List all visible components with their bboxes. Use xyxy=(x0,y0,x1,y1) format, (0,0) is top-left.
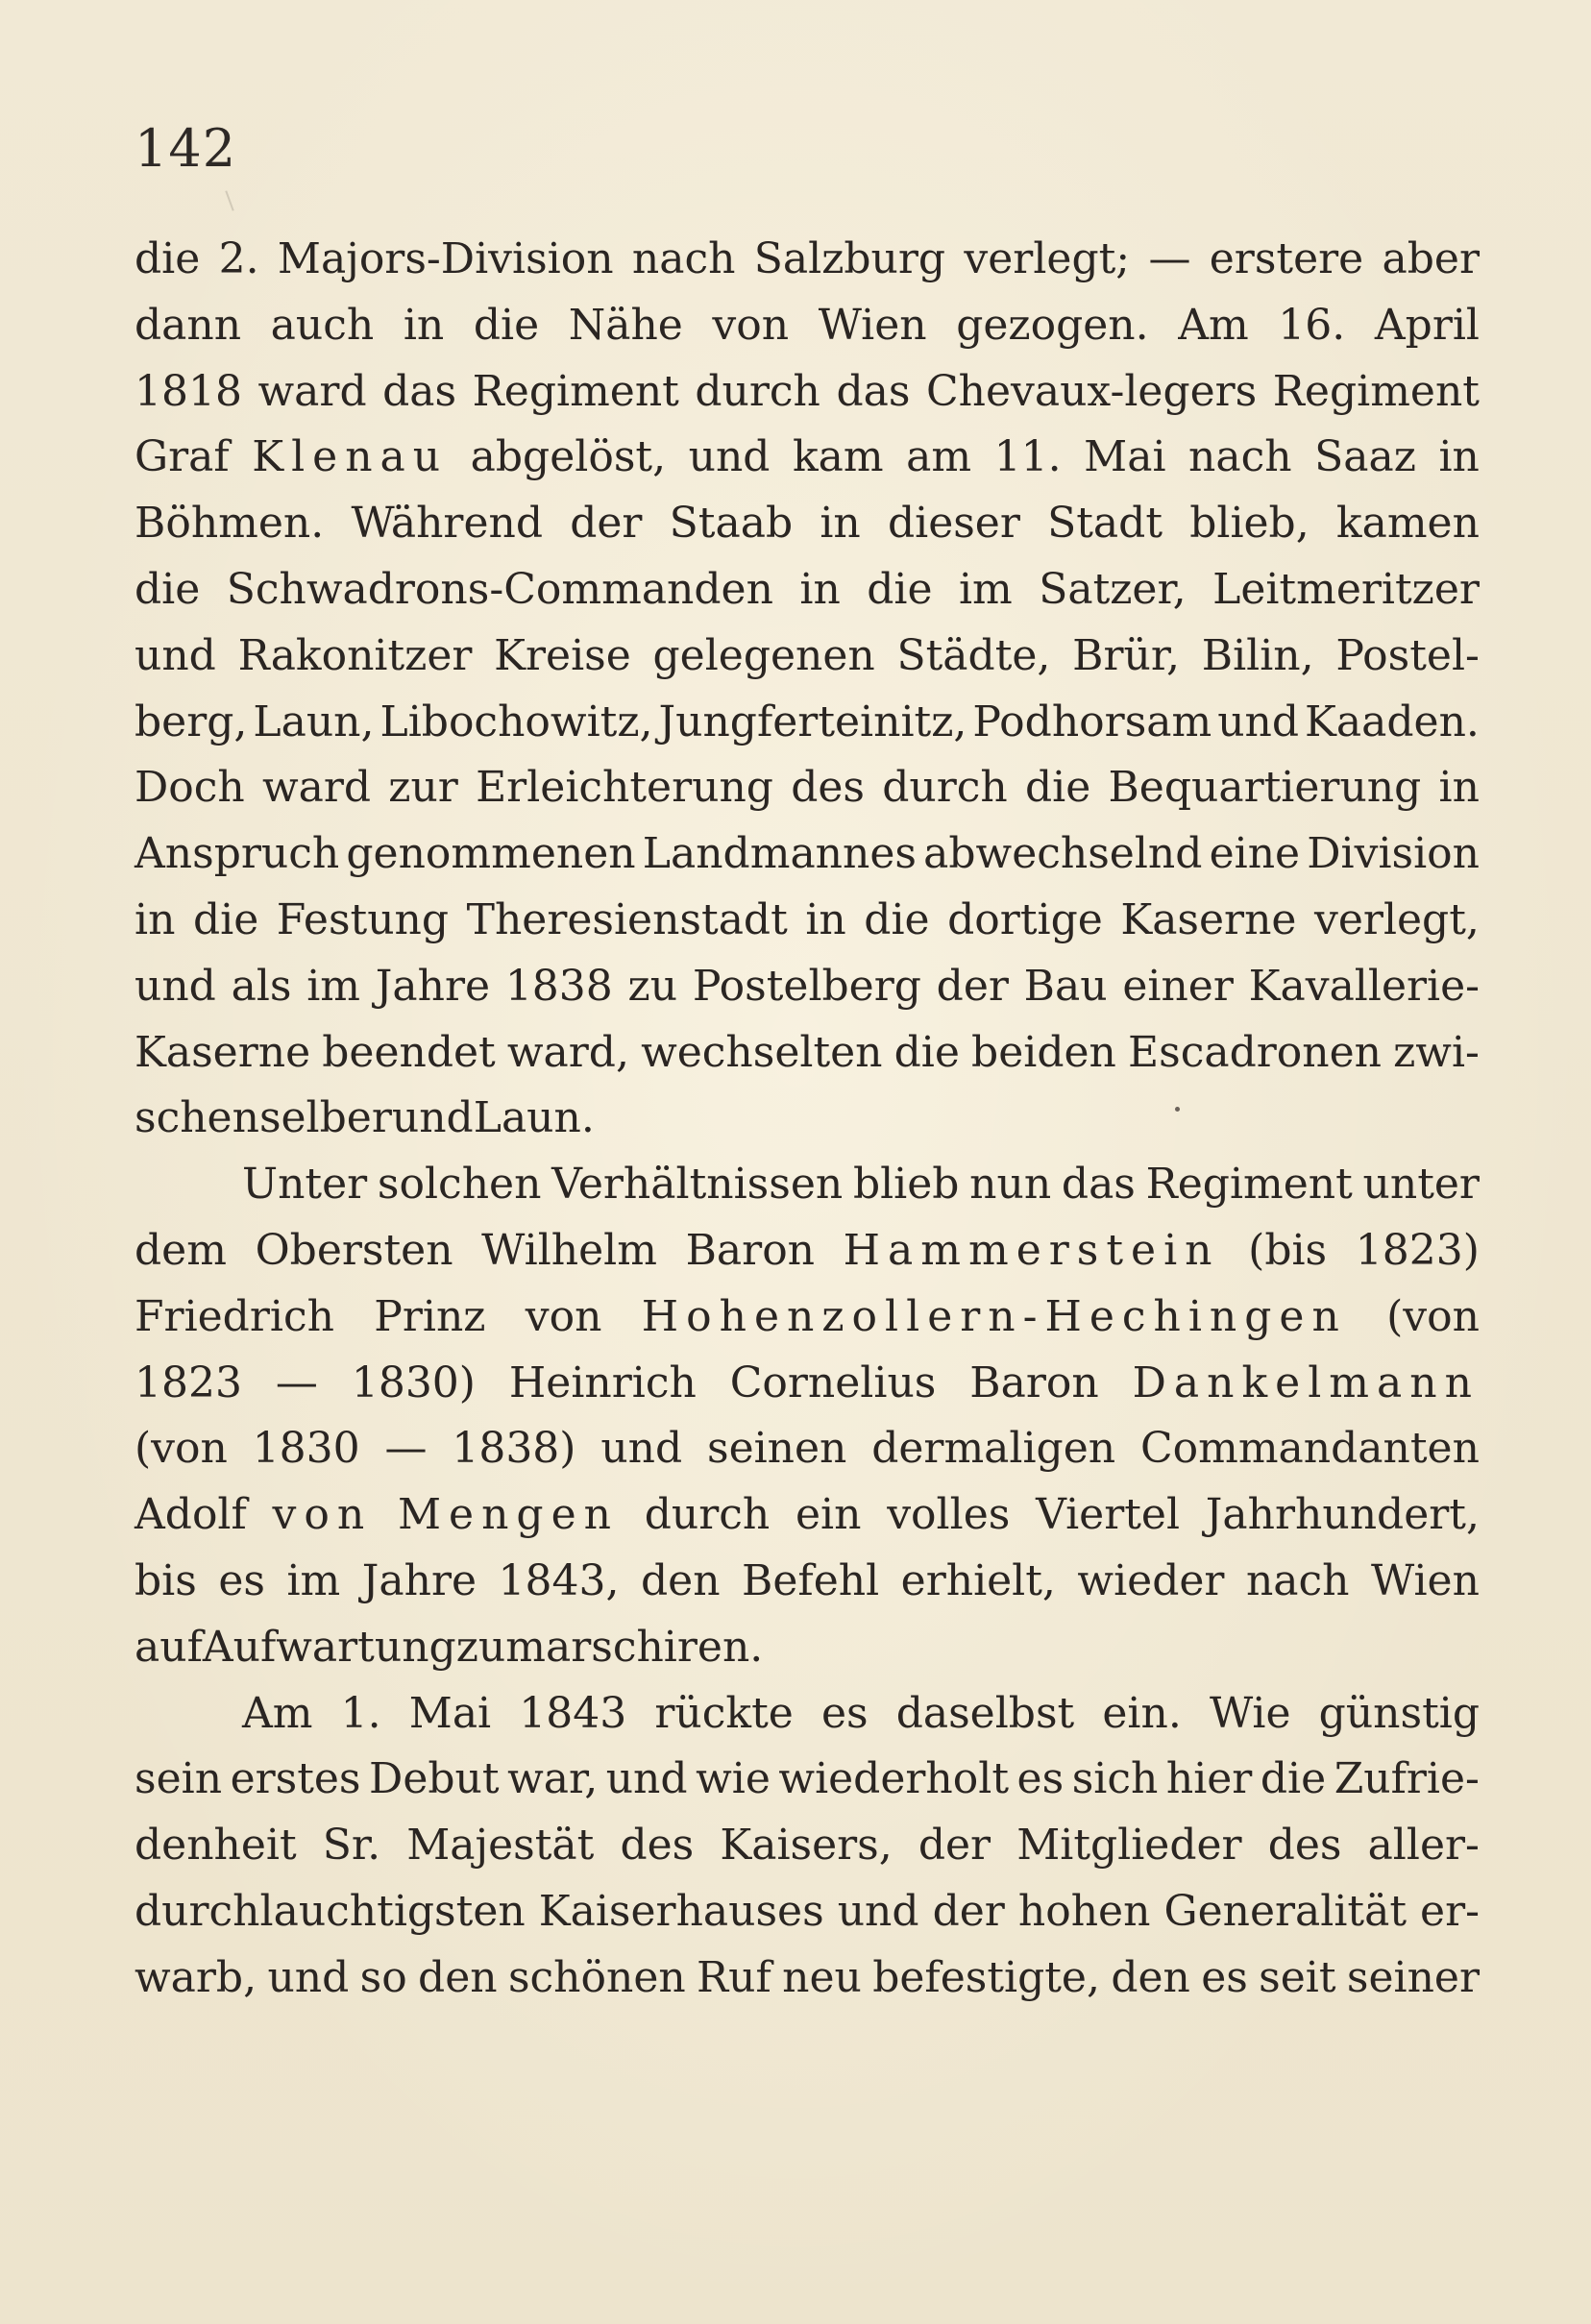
text-line xyxy=(135,690,1480,756)
word: und xyxy=(688,432,771,482)
text-line xyxy=(135,821,1480,888)
word: das xyxy=(836,366,911,416)
word: Bau xyxy=(1023,961,1108,1011)
text-line xyxy=(135,755,1480,821)
text-line xyxy=(135,1615,1480,1681)
text-line xyxy=(135,624,1480,690)
word: Landmannes xyxy=(642,829,917,879)
word: Majestät xyxy=(406,1821,595,1871)
word: gezogen. xyxy=(956,300,1149,350)
word: ward, xyxy=(506,1027,629,1077)
word: 1843 xyxy=(519,1688,627,1738)
word: Satzer, xyxy=(1039,564,1187,614)
word: durch xyxy=(644,1490,771,1540)
word: und xyxy=(605,1754,688,1804)
word: zur xyxy=(388,763,458,813)
word: Regiment xyxy=(1145,1160,1353,1210)
word: am xyxy=(906,432,972,482)
word: Wilhelm xyxy=(481,1225,657,1275)
word: Majors-Division xyxy=(277,234,614,283)
word: die xyxy=(893,1027,960,1077)
word: Heinrich xyxy=(508,1358,697,1407)
word: ward xyxy=(257,366,367,416)
word: Nähe xyxy=(568,300,683,350)
word: Hammerstein xyxy=(843,1225,1220,1275)
word: 1843, xyxy=(498,1555,620,1605)
text-line xyxy=(135,227,1480,293)
word: Saaz xyxy=(1314,432,1416,482)
word: 1838) xyxy=(452,1424,576,1474)
word: zu xyxy=(455,1622,506,1672)
word: Mengen xyxy=(397,1490,619,1540)
word: — xyxy=(275,1358,318,1407)
word: 1838 xyxy=(504,961,613,1011)
word: der xyxy=(936,961,1009,1011)
word: Böhmen. xyxy=(135,499,325,549)
word: Bilin, xyxy=(1201,630,1314,680)
word: von xyxy=(712,300,790,350)
word: Cornelius xyxy=(729,1358,937,1407)
body-text xyxy=(135,227,1480,2012)
word: das xyxy=(382,366,457,416)
word: Baron xyxy=(685,1225,816,1275)
word: Obersten xyxy=(255,1225,453,1275)
word: Laun, xyxy=(253,697,375,746)
word: der xyxy=(918,1821,991,1871)
word: und xyxy=(837,1886,919,1936)
word: ein. xyxy=(1102,1688,1182,1738)
word: die xyxy=(864,894,930,944)
word: Libochowitz, xyxy=(379,697,653,746)
word: hier xyxy=(1165,1754,1253,1804)
word: blieb xyxy=(852,1160,960,1210)
word: Mai xyxy=(408,1688,492,1738)
word: Während xyxy=(351,499,543,549)
word: erstes xyxy=(230,1754,361,1804)
word: wieder xyxy=(1077,1555,1225,1605)
word: — xyxy=(384,1424,428,1474)
word: Kavallerie- xyxy=(1248,961,1480,1011)
text-line xyxy=(135,1813,1480,1879)
word: Regiment xyxy=(472,366,679,416)
word: es xyxy=(1201,1952,1248,2002)
word: Brür, xyxy=(1072,630,1181,680)
word: bis xyxy=(135,1555,197,1605)
word: erhielt, xyxy=(900,1555,1056,1605)
word: schen xyxy=(135,1093,259,1143)
word: Jahre xyxy=(375,961,491,1011)
word: Baron xyxy=(969,1358,1099,1407)
word: wechselten xyxy=(641,1027,883,1077)
word: Bequartierung xyxy=(1108,763,1422,813)
word: Unter xyxy=(242,1160,368,1210)
word: zwi- xyxy=(1393,1027,1480,1077)
word: in xyxy=(1438,763,1480,813)
word: war, xyxy=(507,1754,599,1804)
word: es xyxy=(820,1688,869,1738)
word: Debut xyxy=(369,1754,500,1804)
text-line xyxy=(135,1747,1480,1813)
word: im xyxy=(958,564,1013,614)
word: Stadt xyxy=(1047,499,1163,549)
word: den xyxy=(641,1555,721,1605)
word: Wie xyxy=(1209,1688,1291,1738)
word: die xyxy=(135,234,201,283)
word: die xyxy=(192,894,259,944)
word: Jahrhundert, xyxy=(1205,1490,1480,1540)
word: Laun. xyxy=(473,1093,595,1143)
word: Schwadrons-Commanden xyxy=(226,564,773,614)
word: als xyxy=(231,961,292,1011)
word: im xyxy=(286,1555,341,1605)
word: Hohenzollern-Hechingen xyxy=(641,1291,1347,1341)
word: Klenau xyxy=(252,432,449,482)
word: und xyxy=(135,630,216,680)
word: Mitglieder xyxy=(1016,1821,1242,1871)
word: Escadronen xyxy=(1128,1027,1382,1077)
word: seinen xyxy=(706,1424,847,1474)
word: Kaaden. xyxy=(1305,697,1480,746)
word: beendet xyxy=(322,1027,496,1077)
word: Division xyxy=(1307,829,1480,879)
word: (bis xyxy=(1248,1225,1328,1275)
word: seit xyxy=(1259,1952,1336,2002)
word: Städte, xyxy=(896,630,1051,680)
word: ein xyxy=(796,1490,862,1540)
word: schönen xyxy=(507,1952,686,2002)
word: Kreise xyxy=(494,630,631,680)
word: kam xyxy=(792,432,884,482)
word: zu xyxy=(627,961,678,1011)
word: dortige xyxy=(947,894,1103,944)
word: wiederholt xyxy=(778,1754,1009,1804)
word: solchen xyxy=(377,1160,542,1210)
word: verlegt; xyxy=(964,234,1131,283)
word: und xyxy=(267,1952,350,2002)
word: 1818 xyxy=(135,366,242,416)
word: Doch xyxy=(135,763,245,813)
word: dermaligen xyxy=(871,1424,1116,1474)
word: Befehl xyxy=(742,1555,880,1605)
word: auf xyxy=(135,1622,203,1672)
word: durch xyxy=(695,366,820,416)
word: volles xyxy=(887,1490,1011,1540)
text-line xyxy=(135,1152,1480,1218)
word: 2. xyxy=(218,234,259,283)
word: des xyxy=(791,763,865,813)
word: hohen xyxy=(1017,1886,1151,1936)
word: Kaserne xyxy=(135,1027,311,1077)
word: 1. xyxy=(340,1688,381,1738)
word: einer xyxy=(1122,961,1234,1011)
word: so xyxy=(359,1952,407,2002)
word: durch xyxy=(882,763,1008,813)
text-line xyxy=(135,1879,1480,1945)
word: blieb, xyxy=(1189,499,1310,549)
word: nach xyxy=(631,234,736,283)
word: wie xyxy=(696,1754,771,1804)
word: Adolf xyxy=(135,1490,247,1540)
word: nach xyxy=(1188,432,1292,482)
word: in xyxy=(403,300,445,350)
word: sein xyxy=(135,1754,223,1804)
word: den xyxy=(418,1952,498,2002)
word: (von xyxy=(1386,1291,1480,1341)
word: Kaisers, xyxy=(720,1821,893,1871)
page-number: 142 xyxy=(135,118,237,179)
word: eine xyxy=(1209,829,1301,879)
word: ward xyxy=(261,763,372,813)
text-line xyxy=(135,1020,1480,1087)
word: April xyxy=(1374,300,1480,350)
word: auch xyxy=(270,300,375,350)
word: Ruf xyxy=(697,1952,771,2002)
word: Staab xyxy=(669,499,794,549)
word: die xyxy=(1260,1754,1327,1804)
word: unter xyxy=(1362,1160,1480,1210)
word: in xyxy=(805,894,846,944)
word: aber xyxy=(1382,234,1480,283)
text-line xyxy=(135,888,1480,954)
word: aller- xyxy=(1367,1821,1480,1871)
word: abgelöst, xyxy=(470,432,667,482)
word: verlegt, xyxy=(1314,894,1480,944)
word: es xyxy=(1016,1754,1065,1804)
word: in xyxy=(799,564,841,614)
text-line xyxy=(135,1351,1480,1417)
word: die xyxy=(1024,763,1091,813)
word: gelegenen xyxy=(652,630,875,680)
text-line xyxy=(135,1218,1480,1284)
word: Commandanten xyxy=(1139,1424,1480,1474)
word: Postelberg xyxy=(692,961,921,1011)
word: marschiren. xyxy=(505,1622,764,1672)
word: es xyxy=(218,1555,265,1605)
text-line xyxy=(135,293,1480,359)
word: Kaiserhauses xyxy=(538,1886,824,1936)
word: dann xyxy=(135,300,242,350)
word: des xyxy=(620,1821,695,1871)
word: Generalität xyxy=(1163,1886,1407,1936)
text-line xyxy=(135,1549,1480,1615)
word: der xyxy=(932,1886,1005,1936)
word: in xyxy=(820,499,861,549)
word: Wien xyxy=(818,300,927,350)
word: in xyxy=(135,894,176,944)
word: 1830 xyxy=(252,1424,360,1474)
word: Theresienstadt xyxy=(466,894,788,944)
word: berg, xyxy=(135,697,248,746)
word: des xyxy=(1267,1821,1342,1871)
word: das xyxy=(1061,1160,1136,1210)
word: Mai xyxy=(1084,432,1166,482)
word: 1830) xyxy=(351,1358,476,1407)
word: Jahre xyxy=(361,1555,477,1605)
word: Viertel xyxy=(1036,1490,1181,1540)
word: die xyxy=(135,564,201,614)
word: sich xyxy=(1071,1754,1159,1804)
word: Prinz xyxy=(374,1291,486,1341)
word: daselbst xyxy=(895,1688,1075,1738)
word: von xyxy=(525,1291,602,1341)
word: er- xyxy=(1420,1886,1480,1936)
word: durchlauchtigsten xyxy=(135,1886,526,1936)
word: Am xyxy=(242,1688,313,1738)
word: 1823 xyxy=(135,1358,242,1407)
word: erstere xyxy=(1209,234,1364,283)
text-line xyxy=(135,1945,1480,2012)
word: Anspruch xyxy=(135,829,340,879)
text-line xyxy=(135,491,1480,557)
text-line xyxy=(135,1284,1480,1351)
word: Erleichterung xyxy=(476,763,773,813)
word: 11. xyxy=(993,432,1062,482)
text-line xyxy=(135,1416,1480,1482)
word: Festung xyxy=(276,894,450,944)
text-line xyxy=(135,1086,1480,1152)
word: seiner xyxy=(1346,1952,1480,2002)
word: der xyxy=(570,499,643,549)
word: Verhältnissen xyxy=(551,1160,844,1210)
word: Graf xyxy=(135,432,230,482)
word: Postel- xyxy=(1335,630,1480,680)
word: Am xyxy=(1178,300,1249,350)
word: nach xyxy=(1245,1555,1350,1605)
word: beiden xyxy=(971,1027,1116,1077)
word: Regiment xyxy=(1272,366,1480,416)
word: und xyxy=(1217,697,1300,746)
text-line xyxy=(135,425,1480,491)
paper-crease xyxy=(225,190,233,210)
word: neu xyxy=(782,1952,862,2002)
word: und xyxy=(391,1093,474,1143)
word: Leitmeritzer xyxy=(1212,564,1480,614)
word: kamen xyxy=(1335,499,1480,549)
word: die xyxy=(867,564,933,614)
word: befestigte, xyxy=(872,1952,1100,2002)
word: in xyxy=(1438,432,1480,482)
text-line xyxy=(135,557,1480,624)
word: selber xyxy=(258,1093,392,1143)
word: dem xyxy=(135,1225,227,1275)
word: nun xyxy=(969,1160,1052,1210)
word: Wien xyxy=(1371,1555,1480,1605)
word: 16. xyxy=(1278,300,1346,350)
word: Dankelmann xyxy=(1132,1358,1480,1407)
word: (von xyxy=(135,1424,228,1474)
word: im xyxy=(306,961,361,1011)
word: Salzburg xyxy=(753,234,946,283)
text-line xyxy=(135,1681,1480,1748)
word: die xyxy=(473,300,540,350)
word: den xyxy=(1111,1952,1190,2002)
text-line xyxy=(135,954,1480,1020)
word: Kaserne xyxy=(1120,894,1297,944)
word: — xyxy=(1148,234,1191,283)
word: und xyxy=(135,961,216,1011)
word: Rakonitzer xyxy=(237,630,473,680)
word: Aufwartung xyxy=(202,1622,456,1672)
word: günstig xyxy=(1318,1688,1480,1738)
text-line xyxy=(135,359,1480,426)
text-line xyxy=(135,1482,1480,1549)
word: dieser xyxy=(887,499,1020,549)
word: warb, xyxy=(135,1952,257,2002)
word: Jungferteinitz, xyxy=(658,697,967,746)
word: denheit xyxy=(135,1821,297,1871)
word: Chevaux-legers xyxy=(925,366,1258,416)
word: abwechselnd xyxy=(923,829,1203,879)
word: Zufrie- xyxy=(1334,1754,1480,1804)
word: und xyxy=(600,1424,683,1474)
word: Friedrich xyxy=(135,1291,334,1341)
word: rückte xyxy=(654,1688,794,1738)
ink-speck xyxy=(1175,1107,1180,1112)
word: genommenen xyxy=(346,829,636,879)
word: Podhorsam xyxy=(972,697,1212,746)
word: von xyxy=(272,1490,373,1540)
word: Sr. xyxy=(322,1821,381,1871)
word: 1823) xyxy=(1355,1225,1480,1275)
